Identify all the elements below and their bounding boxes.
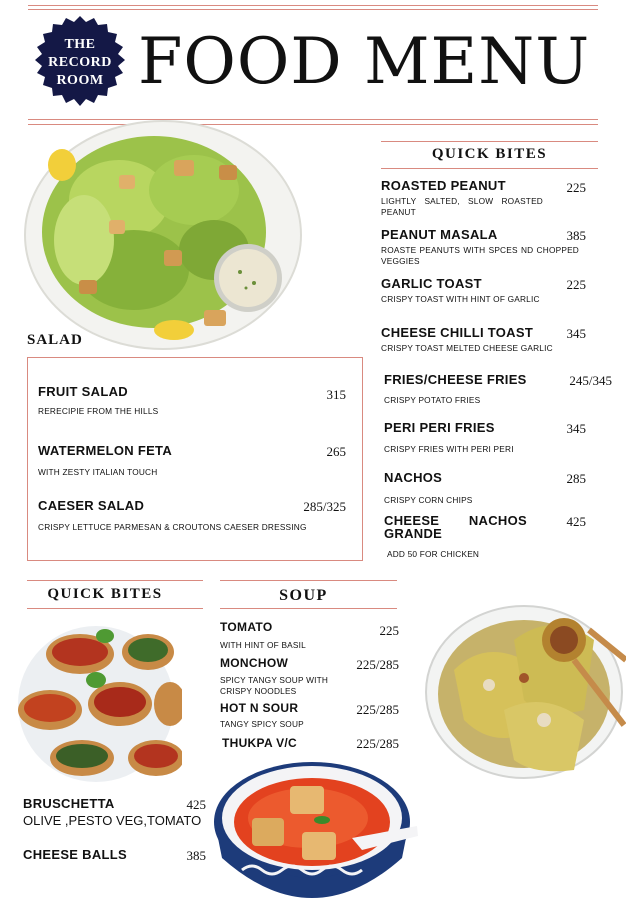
menu-item-name: PERI PERI FRIES	[384, 420, 495, 435]
menu-item-desc: CRISPY CORN CHIPS	[384, 495, 473, 505]
quick-bites-left-rule-bottom	[27, 608, 203, 609]
quick-bites-left-heading: QUICK BITES	[47, 586, 163, 602]
bite-item-desc: OLIVE ,PESTO VEG,TOMATO	[23, 813, 202, 828]
menu-item-name-line-2: GRANDE	[384, 526, 443, 541]
bite-item-price: 385	[186, 848, 206, 863]
soup-photo	[212, 758, 420, 900]
salad-item-name: FRUIT SALAD	[38, 384, 128, 399]
brand-line-2: RECORD	[48, 55, 112, 70]
menu-item-price: 225	[566, 277, 586, 292]
menu-item-name: NACHOS	[384, 470, 443, 485]
top-rule-2	[28, 9, 598, 10]
top-rule	[28, 5, 598, 6]
menu-item-name: CHEESE CHILLI TOAST	[381, 325, 534, 340]
menu-item-desc: CRISPY POTATO FRIES	[384, 395, 481, 405]
menu-item-name: FRIES/CHEESE FRIES	[384, 372, 527, 387]
dimsum-photo	[424, 600, 626, 782]
quick-bites-rule-top	[381, 141, 598, 142]
brand-line-1: THE	[64, 37, 96, 52]
menu-item-desc: CRISPY FRIES WITH PERI PERI	[384, 444, 514, 454]
salad-item-price: 285/325	[303, 499, 346, 514]
menu-item-price: 285	[566, 471, 586, 486]
bite-item-name: CHEESE BALLS	[23, 847, 128, 862]
bruschetta-photo	[10, 622, 182, 782]
menu-item-price: 245/345	[569, 373, 612, 388]
soup-item-name: THUKPA V/C	[222, 736, 297, 750]
menu-item-price: 345	[566, 421, 586, 436]
quick-bites-rule-bottom	[381, 168, 598, 169]
salad-item-name: WATERMELON FETA	[38, 443, 173, 458]
salad-item-desc: RERECIPIE FROM THE HILLS	[38, 406, 159, 416]
soup-item-price: 225/285	[356, 657, 399, 672]
bite-item-name: BRUSCHETTA	[23, 796, 115, 811]
menu-item-desc: CRISPY TOAST WITH HINT OF GARLIC	[381, 294, 540, 304]
menu-item-price: 385	[566, 228, 586, 243]
salad-photo	[24, 120, 302, 350]
soup-item-desc: TANGY SPICY SOUP	[220, 719, 304, 729]
soup-item-desc: WITH HINT OF BASIL	[220, 640, 306, 650]
salad-heading: SALAD	[27, 332, 83, 348]
brand-badge	[28, 16, 132, 110]
soup-item-desc: SPICY TANGY SOUP WITH CRISPY NOODLES	[220, 675, 329, 696]
salad-item-name: CAESER SALAD	[38, 498, 145, 513]
menu-item-price: 225	[566, 180, 586, 195]
brand-line-3: ROOM	[56, 73, 104, 88]
salad-item-price: 315	[326, 387, 346, 402]
menu-item-desc: ROASTE PEANUTS WITH SPCES ND CHOPPED VEGGIES	[381, 245, 579, 266]
menu-item-desc: LIGHTLY SALTED, SLOW ROASTED PEANUT	[381, 196, 543, 217]
soup-item-name: HOT N SOUR	[220, 701, 299, 715]
menu-item-name: GARLIC TOAST	[381, 276, 482, 291]
menu-item-name: PEANUT MASALA	[381, 227, 498, 242]
soup-item-name: MONCHOW	[220, 656, 289, 670]
soup-item-name: TOMATO	[220, 620, 273, 634]
bite-item-price: 425	[186, 797, 206, 812]
menu-item-price: 345	[566, 326, 586, 341]
soup-rule-bottom	[220, 608, 397, 609]
menu-item-desc: CRISPY TOAST MELTED CHEESE GARLIC	[381, 343, 553, 353]
quick-bites-heading: QUICK BITES	[431, 146, 548, 162]
soup-item-price: 225	[379, 623, 399, 638]
salad-item-price: 265	[326, 444, 346, 459]
page-title: FOOD MENU	[138, 25, 591, 99]
quick-bites-left-rule-top	[27, 580, 203, 581]
salad-item-desc: CRISPY LETTUCE PARMESAN & CROUTONS CAESER DRESSING	[38, 522, 307, 532]
menu-item-name: ROASTED PEANUT	[381, 178, 506, 193]
menu-item-name: CHEESE NACHOS	[384, 513, 527, 528]
soup-item-price: 225/285	[356, 702, 399, 717]
menu-item-price: 425	[566, 514, 586, 529]
salad-item-desc: WITH ZESTY ITALIAN TOUCH	[38, 467, 158, 477]
soup-heading: SOUP	[279, 587, 328, 604]
menu-item-desc: ADD 50 FOR CHICKEN	[387, 549, 480, 559]
soup-item-price: 225/285	[356, 736, 399, 751]
soup-rule-top	[220, 580, 397, 581]
